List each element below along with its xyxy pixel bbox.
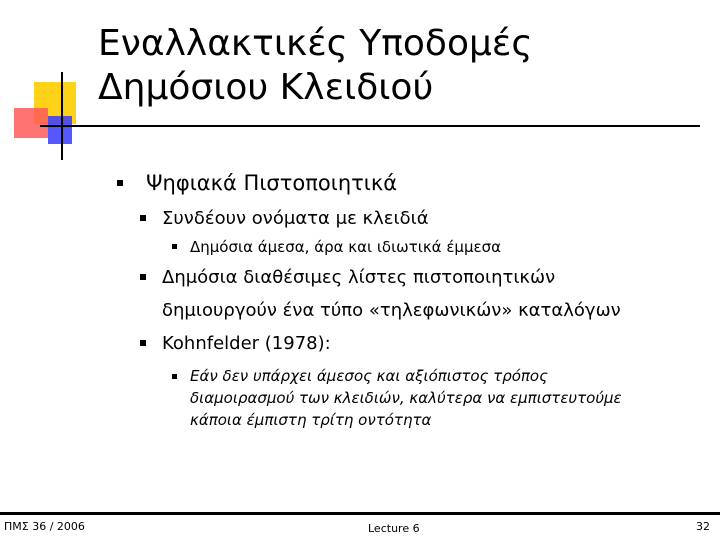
title-line-2: Δημόσιου Κλειδιού xyxy=(98,67,434,108)
bullet-marker xyxy=(140,340,146,346)
bullet-marker xyxy=(140,274,146,280)
bullet-marker xyxy=(172,244,177,249)
title-line-1: Εναλλακτικές Υποδομές xyxy=(98,23,533,64)
bullet-kohnfelder: Kohnfelder (1978): xyxy=(162,333,331,354)
decor-red-square xyxy=(14,108,48,138)
footer-lecture: Lecture 6 xyxy=(368,522,420,535)
page-number: 32 xyxy=(696,520,710,533)
title-underline xyxy=(40,125,700,127)
footer-course: ΠΜΣ 36 / 2006 xyxy=(4,520,85,533)
bullet-public-direct: Δημόσια άμεσα, άρα και ιδιωτικά έμμεσα xyxy=(190,238,502,256)
bullet-marker xyxy=(172,374,177,379)
bullet-digital-certificates: Ψηφιακά Πιστοποιητικά xyxy=(146,171,398,195)
bullet-marker xyxy=(140,215,146,221)
decor-vertical-line xyxy=(61,72,63,160)
quote-line-2: διαμοιρασμού των κλειδιών, καλύτερα να εμπιστευτούμε xyxy=(190,389,622,407)
bullet-public-lists-line-2: δημιουργούν ένα τύπο «τηλεφωνικών» καταλόγων xyxy=(162,300,621,321)
quote-line-3: κάποια έμπιστη τρίτη οντότητα xyxy=(190,411,432,429)
slide-title xyxy=(98,22,698,110)
decor-blue-square xyxy=(48,116,72,144)
quote-line-1: Εάν δεν υπάρχει άμεσος και αξιόπιστος τρόπος xyxy=(190,367,548,385)
bullet-marker xyxy=(117,180,123,186)
footer-rule xyxy=(0,512,720,515)
bullet-bind-names-keys: Συνδέουν ονόματα με κλειδιά xyxy=(162,208,429,229)
bullet-public-lists-line-1: Δημόσια διαθέσιμες λίστες πιστοποιητικών xyxy=(162,267,556,288)
